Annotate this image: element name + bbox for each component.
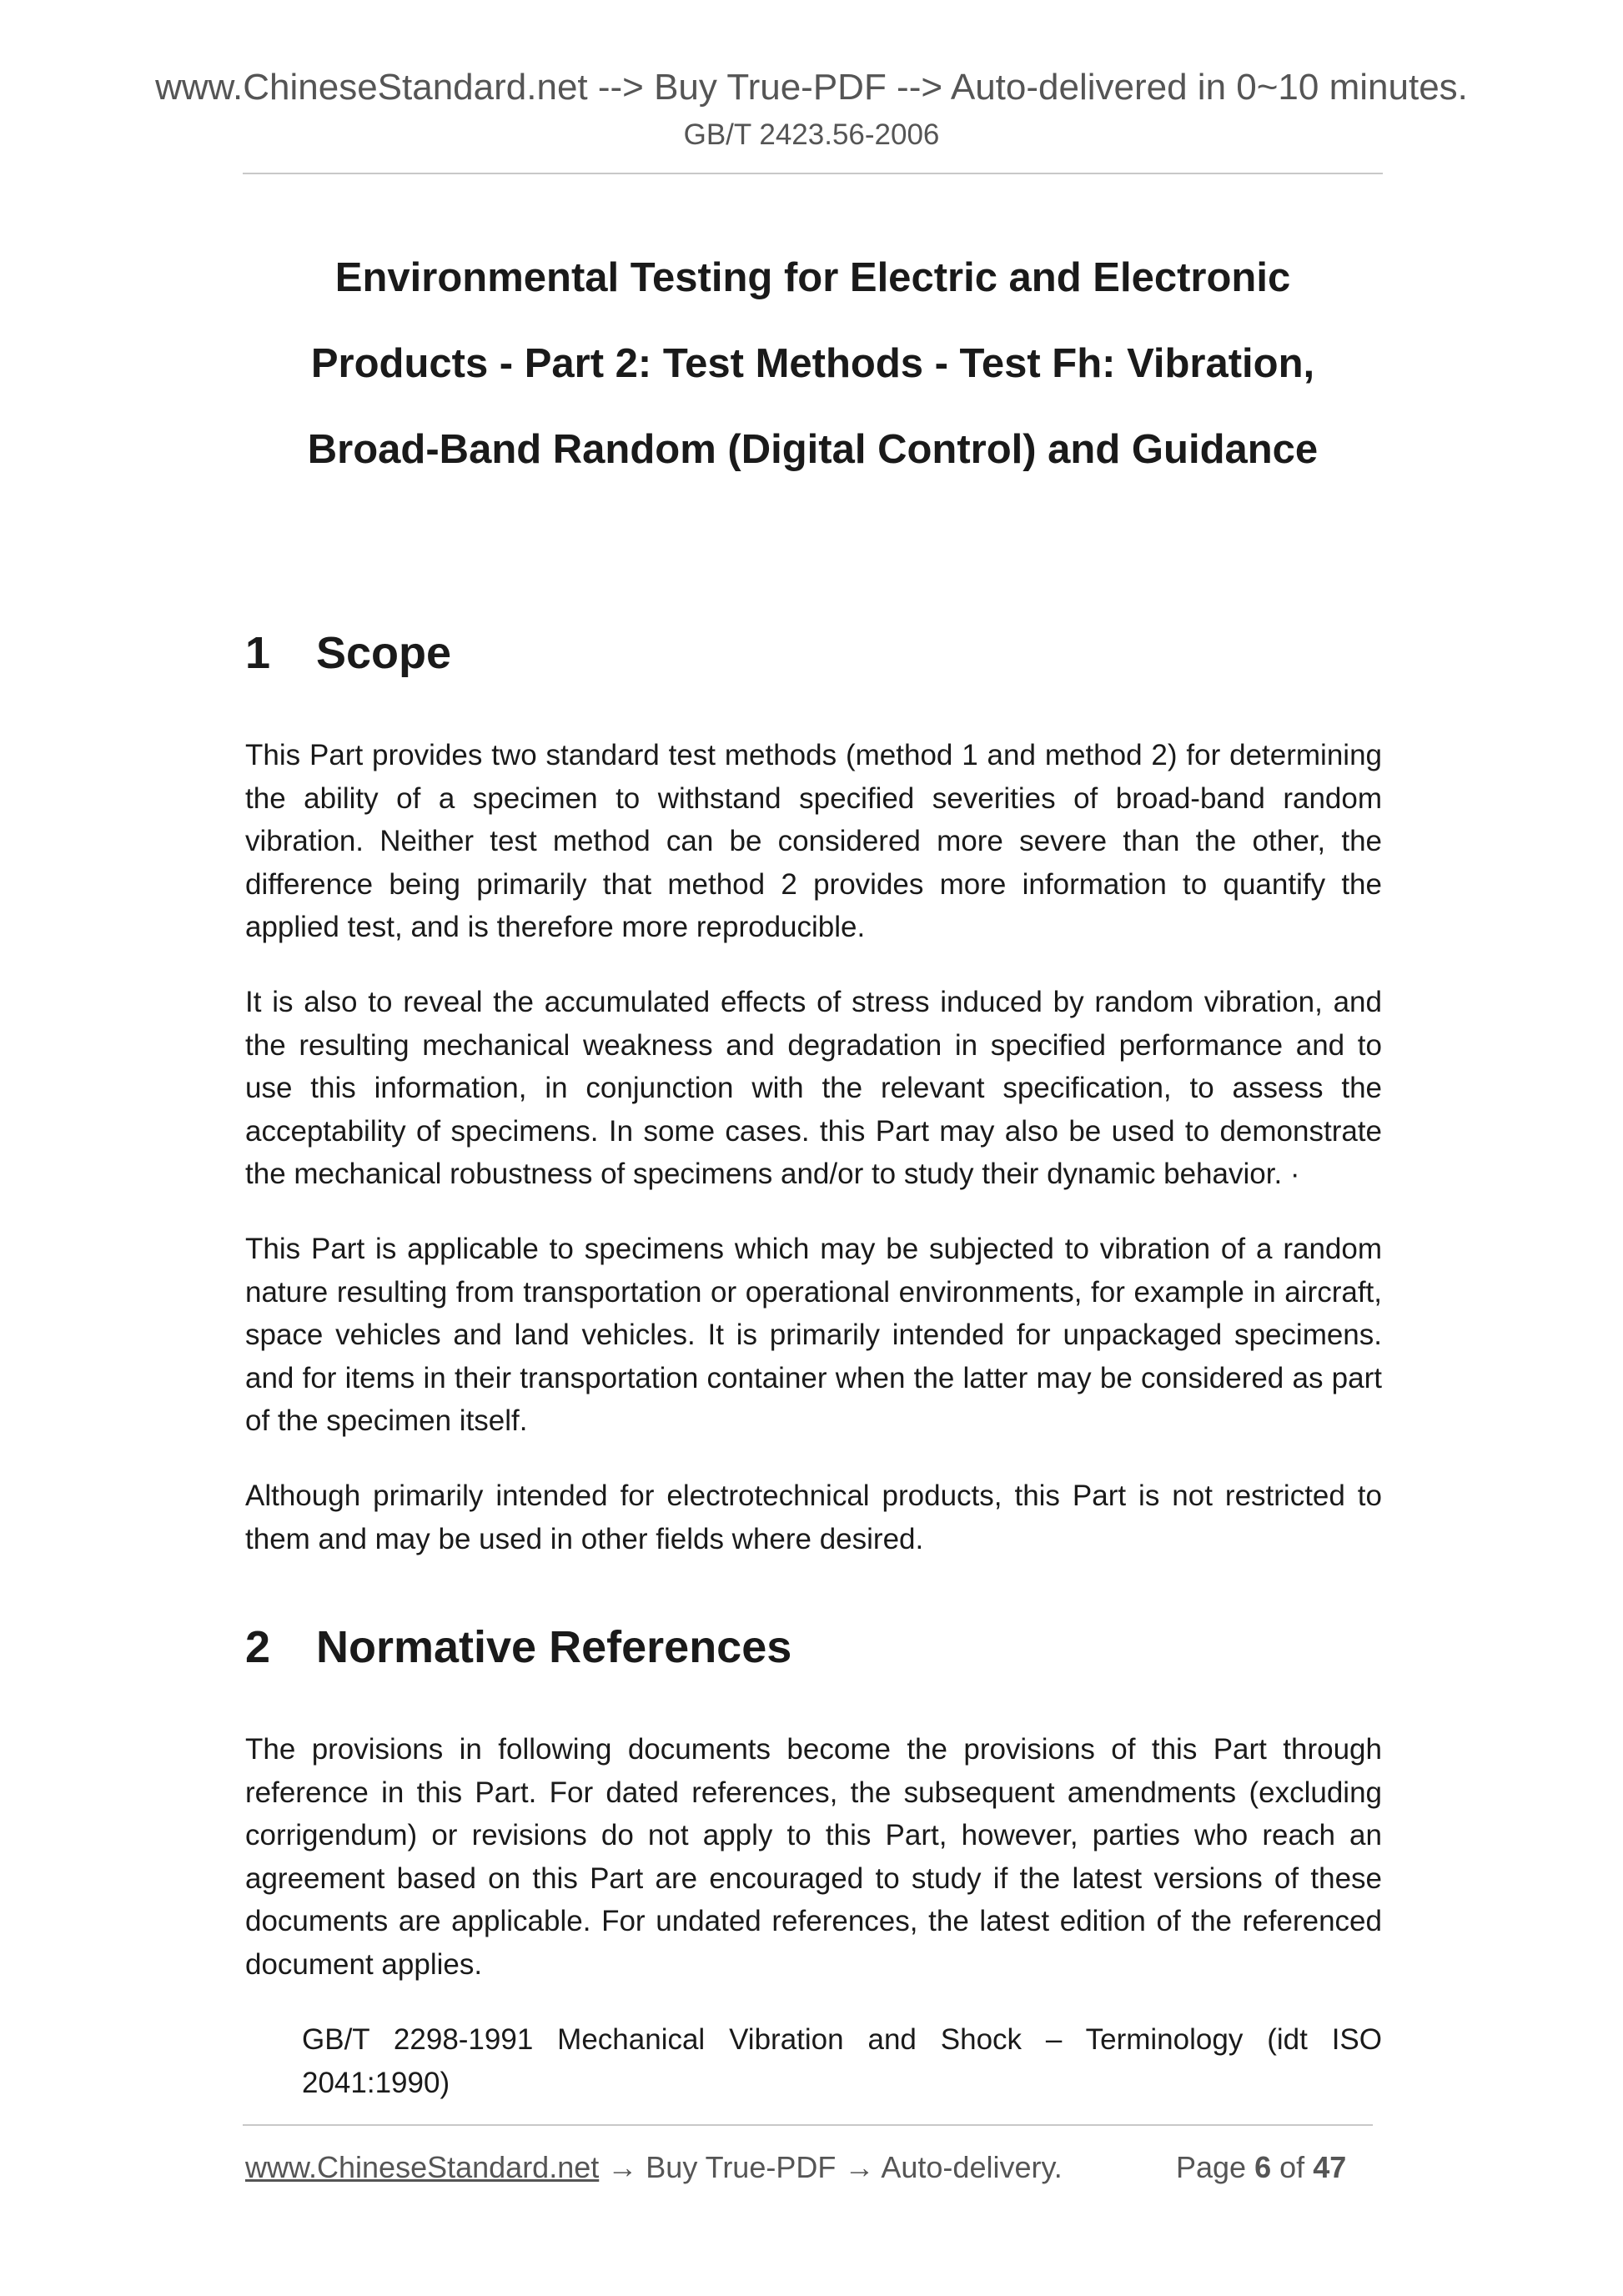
section-title: Normative References <box>316 1622 792 1672</box>
header-promo-text[interactable]: www.ChineseStandard.net --> Buy True-PDF --> Auto-delivered in 0~10 minutes. <box>155 67 1468 108</box>
title-line-3: Broad-Band Random (Digital Control) and Guidance <box>307 427 1319 472</box>
scope-paragraph-1: This Part provides two standard test methods (method 1 and method 2) for determining the ability of a specimen to withstand specified severities of broad-band random vibration. Neither test method can be considered more severe than the other, the difference being primarily that method 2 provides more information to quantify the applied test, and is therefore more reproducible. <box>245 739 1382 943</box>
title-line-1: Environmental Testing for Electric and Electronic <box>334 255 1291 300</box>
footer-site-link[interactable]: www.ChineseStandard.net <box>245 2150 600 2184</box>
footer-divider <box>243 2124 1373 2126</box>
document-title <box>243 235 1383 493</box>
references-paragraph-1: The provisions in following documents become the provisions of this Part through reference in this Part. For dated references, the subsequent amendments (excluding corrigendum) or revisions do not apply to this Part, however, parties who reach an agreement based on this Part are encouraged to study if the latest versions of these documents are applicable. For undated references, the latest edition of the referenced document applies. <box>245 1733 1382 1981</box>
page-of: of <box>1279 2150 1305 2184</box>
footer-delivery-text: Auto-delivery. <box>881 2150 1063 2184</box>
page-label: Page <box>1176 2150 1247 2184</box>
page-total: 47 <box>1313 2150 1347 2184</box>
page-current: 6 <box>1254 2150 1272 2184</box>
footer-links <box>245 2150 1063 2185</box>
section-heading-normative-references <box>245 1621 791 1673</box>
footer-buy-link[interactable]: Buy True-PDF <box>646 2150 837 2184</box>
header-divider <box>243 173 1383 174</box>
page-number <box>1176 2150 1346 2185</box>
header-standard-number: GB/T 2423.56-2006 <box>683 118 940 151</box>
arrow-right-icon: → <box>607 2150 638 2184</box>
reference-item: GB/T 2298-1991 Mechanical Vibration and Shock – Terminology (idt ISO 2041:1990) <box>302 2023 1382 2099</box>
section-number: 2 <box>245 1622 271 1672</box>
section-number: 1 <box>245 628 271 678</box>
scope-paragraph-4: Although primarily intended for electrotechnical products, this Part is not restricted to them and may be used in other fields where desired. <box>245 1480 1382 1555</box>
section-title: Scope <box>316 628 452 678</box>
scope-paragraph-2: It is also to reveal the accumulated effects of stress induced by random vibration, and the resulting mechanical weakness and degradation in specified performance and to use this information, in conjunction with the relevant specification, to assess the acceptability of specimens. In some cases. this Part may also be used to demonstrate the mechanical robustness of specimens and/or to study their dynamic behavior. · <box>245 986 1382 1190</box>
scope-paragraph-3: This Part is applicable to specimens which may be subjected to vibration of a random nature resulting from transportation or operational environments, for example in aircraft, space vehicles and land vehicles. It is primarily intended for unpackaged specimens. and for items in their transportation container when the latter may be considered as part of the specimen itself. <box>245 1233 1382 1437</box>
title-line-2: Products - Part 2: Test Methods - Test Fh: Vibration, <box>310 341 1315 386</box>
arrow-right-icon: → <box>844 2150 875 2184</box>
section-heading-scope <box>245 627 451 679</box>
